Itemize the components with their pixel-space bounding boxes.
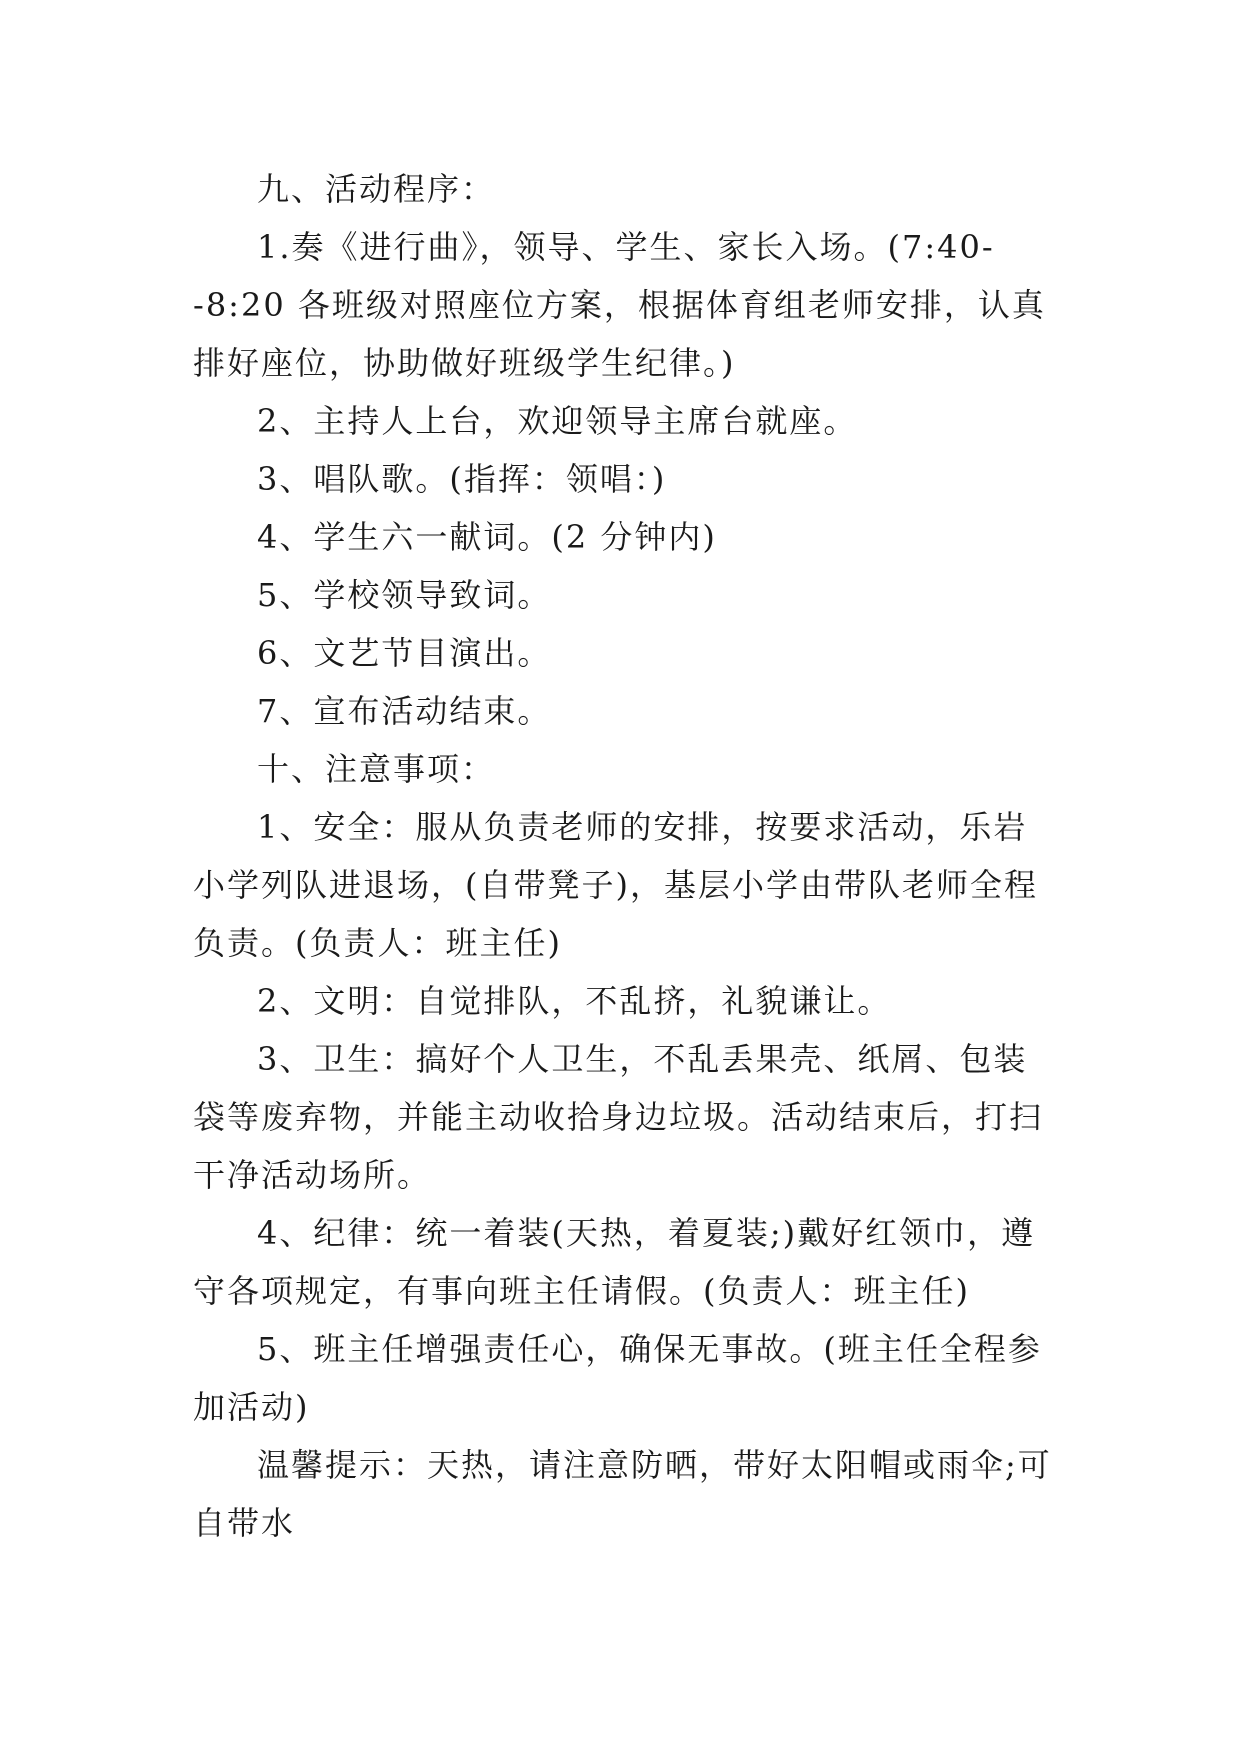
procedure-item-6: 6、文艺节目演出。 [257, 634, 552, 672]
warm-reminder: 温馨提示：天热，请注意防晒，带好太阳帽或雨伞;可自带水 [193, 1446, 1052, 1542]
section-heading-procedure: 九、活动程序： [257, 170, 496, 208]
document-page [193, 160, 1055, 1552]
procedure-item-4: 4、学生六一献词。(2 分钟内) [257, 518, 717, 556]
notes-item-1: 1、安全：服从负责老师的安排，按要求活动，乐岩小学列队进退场，(自带凳子)，基层小学由带队老师全程负责。(负责人：班主任) [193, 808, 1038, 962]
notes-item-3: 3、卫生：搞好个人卫生，不乱丢果壳、纸屑、包装袋等废弃物，并能主动收拾身边垃圾。活动结束后，打扫干净活动场所。 [193, 1040, 1044, 1194]
procedure-item-7: 7、宣布活动结束。 [257, 692, 552, 730]
notes-item-2: 2、文明：自觉排队，不乱挤，礼貌谦让。 [257, 982, 892, 1020]
section-heading-notes: 十、注意事项： [257, 750, 496, 788]
procedure-item-2: 2、主持人上台，欢迎领导主席台就座。 [257, 402, 858, 440]
procedure-item-5: 5、学校领导致词。 [257, 576, 552, 614]
notes-item-4: 4、纪律：统一着装(天热，着夏装;)戴好红领巾，遵守各项规定，有事向班主任请假。(负责人：班主任) [193, 1214, 1036, 1310]
procedure-item-1: 1.奏《进行曲》，领导、学生、家长入场。(7:40--8:20 各班级对照座位方案，根据体育组老师安排，认真排好座位，协助做好班级学生纪律。) [193, 228, 1046, 382]
notes-item-5: 5、班主任增强责任心，确保无事故。(班主任全程参加活动) [193, 1330, 1042, 1426]
procedure-item-3: 3、唱队歌。(指挥：领唱：) [257, 460, 667, 498]
